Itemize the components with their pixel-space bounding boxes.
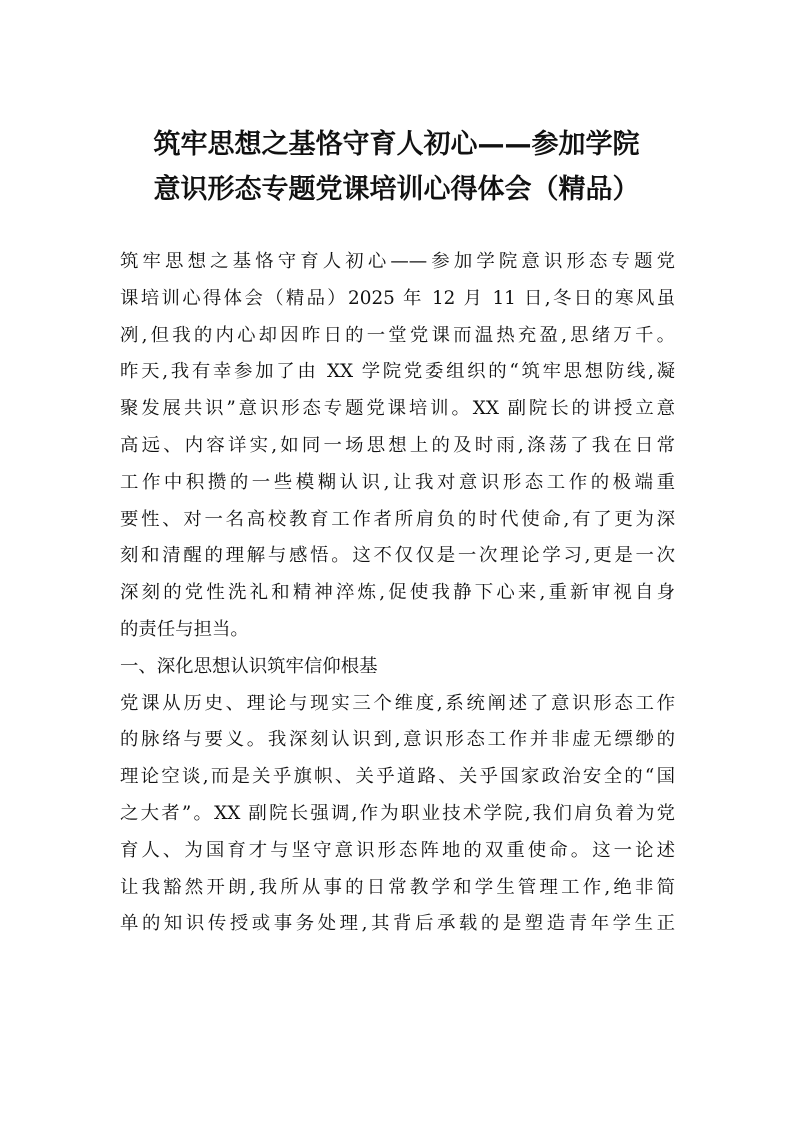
body-line: 让我豁然开朗,我所从事的日常教学和学生管理工作,绝非简 xyxy=(120,876,675,898)
body-line: 党课从历史、理论与现实三个维度,系统阐述了意识形态工作 xyxy=(120,692,675,714)
document-title-line-2: 意识形态专题党课培训心得体会（精品） xyxy=(153,174,640,205)
body-line: 要性、对一名高校教育工作者所肩负的时代使命,有了更为深 xyxy=(120,508,675,530)
body-line: 的责任与担当。 xyxy=(120,618,249,640)
body-line: 的脉络与要义。我深刻认识到,意识形态工作并非虚无缥缈的 xyxy=(120,729,675,751)
body-line: 课培训心得体会（精品）2025 年 12 月 11 日,冬日的寒风虽 xyxy=(120,287,675,309)
body-line: 昨天,我有幸参加了由 XX 学院党委组织的“筑牢思想防线,凝 xyxy=(120,361,675,383)
body-line: 深刻的党性洗礼和精神淬炼,促使我静下心来,重新审视自身 xyxy=(120,582,675,604)
document-title-line-1: 筑牢思想之基恪守育人初心——参加学院 xyxy=(153,129,640,160)
body-line: 冽,但我的内心却因昨日的一堂党课而温热充盈,思绪万千。 xyxy=(120,324,675,346)
body-line: 高远、内容详实,如同一场思想上的及时雨,涤荡了我在日常 xyxy=(120,434,675,456)
document-body xyxy=(120,244,675,943)
body-line: 筑牢思想之基恪守育人初心——参加学院意识形态专题党 xyxy=(120,251,675,272)
body-line: 刻和清醒的理解与感悟。这不仅仅是一次理论学习,更是一次 xyxy=(120,545,675,567)
section-heading: 一、深化思想认识筑牢信仰根基 xyxy=(120,655,378,677)
body-line: 理论空谈,而是关乎旗帜、关乎道路、关乎国家政治安全的“国 xyxy=(120,766,675,788)
body-line: 工作中积攒的一些模糊认识,让我对意识形态工作的极端重 xyxy=(120,471,675,493)
body-line: 育人、为国育才与坚守意识形态阵地的双重使命。这一论述 xyxy=(120,839,675,861)
body-line: 聚发展共识”意识形态专题党课培训。XX 副院长的讲授立意 xyxy=(120,398,675,420)
body-line: 单的知识传授或事务处理,其背后承载的是塑造青年学生正 xyxy=(120,913,675,935)
body-line: 之大者”。XX 副院长强调,作为职业技术学院,我们肩负着为党 xyxy=(120,802,675,824)
